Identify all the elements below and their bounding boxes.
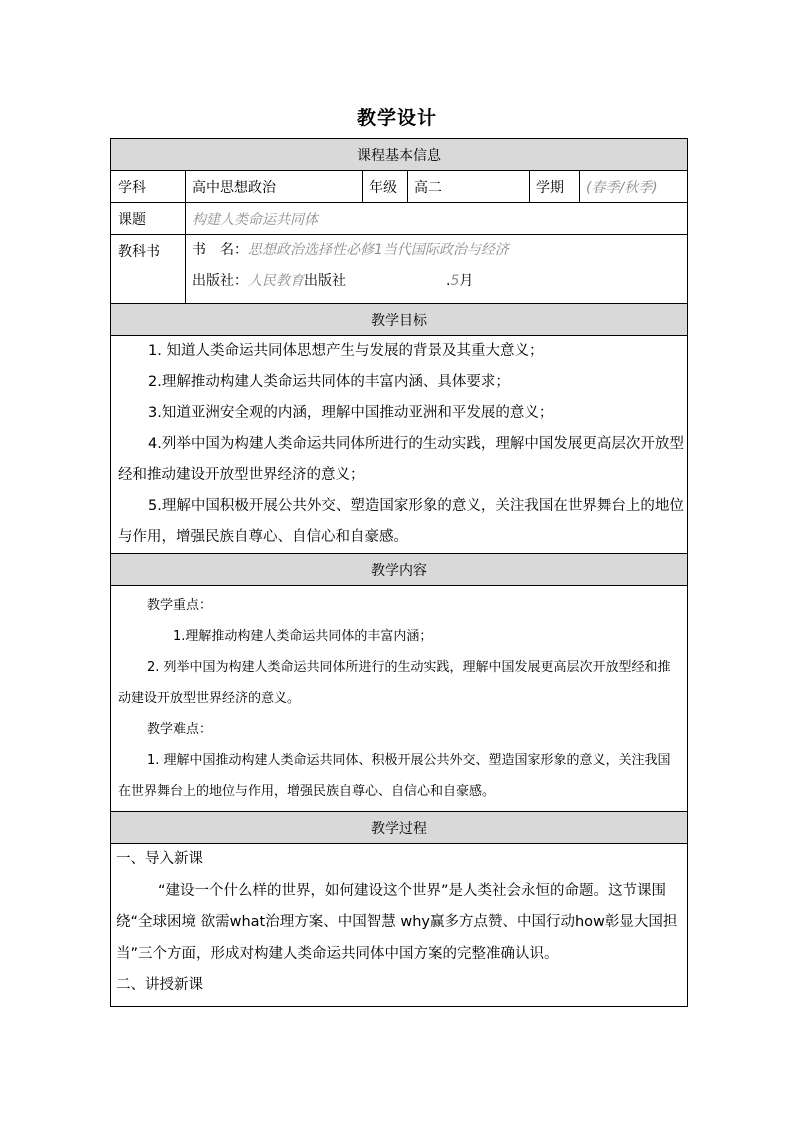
topic-label: 课题: [111, 203, 186, 235]
objective-item: 4.列举中国为构建人类命运共同体所进行的生动实践，理解中国发展更高层次开放型经和推动建设开放型世界经济的意义；: [118, 436, 684, 483]
objective-item: 3.知道亚洲安全观的内涵，理解中国推动亚洲和平发展的意义；: [148, 405, 554, 421]
term-label: 学期: [530, 171, 580, 203]
objective-item: 5.理解中国积极开展公共外交、塑造国家形象的意义，关注我国在世界舞台上的地位与作用，增强民族自尊心、自信心和自豪感。: [118, 498, 684, 545]
key-point-item: 2. 列举中国为构建人类命运共同体所进行的生动实践，理解中国发展更高层次开放型经和推动建设开放型世界经济的意义。: [118, 660, 671, 706]
objectives-header: 教学目标: [111, 304, 688, 336]
publish-month: 5: [450, 273, 460, 289]
publisher-suffix: 出版社: [304, 273, 346, 289]
key-points-label: 教学重点：: [147, 598, 213, 613]
term-value: (春季/秋季): [580, 171, 688, 203]
textbook-info: [186, 235, 688, 304]
content-header: 教学内容: [111, 554, 688, 586]
book-name-value: 思想政治选择性必修1当代国际政治与经济: [248, 242, 509, 258]
date-dot: .: [446, 273, 451, 289]
difficulty-item: 1. 理解中国推动构建人类命运共同体、积极开展公共外交、塑造国家形象的意义，关注我国在世界舞台上的地位与作用，增强民族自尊心、自信心和自豪感。: [118, 753, 671, 799]
section-title: 二、讲授新课: [116, 977, 203, 993]
subject-label: 学科: [111, 171, 186, 203]
textbook-label: 教科书: [111, 235, 186, 304]
grade-label: 年级: [363, 171, 408, 203]
process-body: [111, 844, 688, 1007]
objectives-body: [111, 336, 688, 554]
document-title: 教学设计: [356, 107, 437, 129]
book-name-label: 书 名：: [192, 242, 248, 258]
publisher-name: 人民教育: [248, 273, 304, 289]
publisher-line: [192, 266, 687, 297]
difficulties-label: 教学难点：: [147, 722, 213, 737]
content-body: [111, 586, 688, 812]
publisher-label: 出版社：: [192, 273, 248, 289]
publish-month-unit: 月: [459, 273, 474, 289]
topic-value: 构建人类命运共同体: [186, 203, 688, 235]
book-name-line: [192, 235, 687, 266]
section-title: 一、导入新课: [116, 851, 203, 867]
objective-item: 2.理解推动构建人类命运共同体的丰富内涵、具体要求；: [148, 374, 510, 390]
process-header: 教学过程: [111, 812, 688, 844]
basic-info-header: 课程基本信息: [111, 139, 688, 171]
subject-value: 高中思想政治: [186, 171, 363, 203]
grade-value: 高二: [408, 171, 530, 203]
key-point-item: 1.理解推动构建人类命运共同体的丰富内涵；: [173, 629, 433, 644]
section-body: “建设一个什么样的世界，如何建设这个世界”是人类社会永恒的命题。这节课围绕“全球困境 欲需what治理方案、中国智慧 why赢多方点赞、中国行动how彰显大国担当”三个方面，形成对构建人类命运共同体中国方案的完整准确认识。: [116, 882, 678, 962]
lesson-plan-table: [110, 138, 688, 1007]
objective-item: 1. 知道人类命运共同体思想产生与发展的背景及其重大意义；: [148, 343, 544, 359]
